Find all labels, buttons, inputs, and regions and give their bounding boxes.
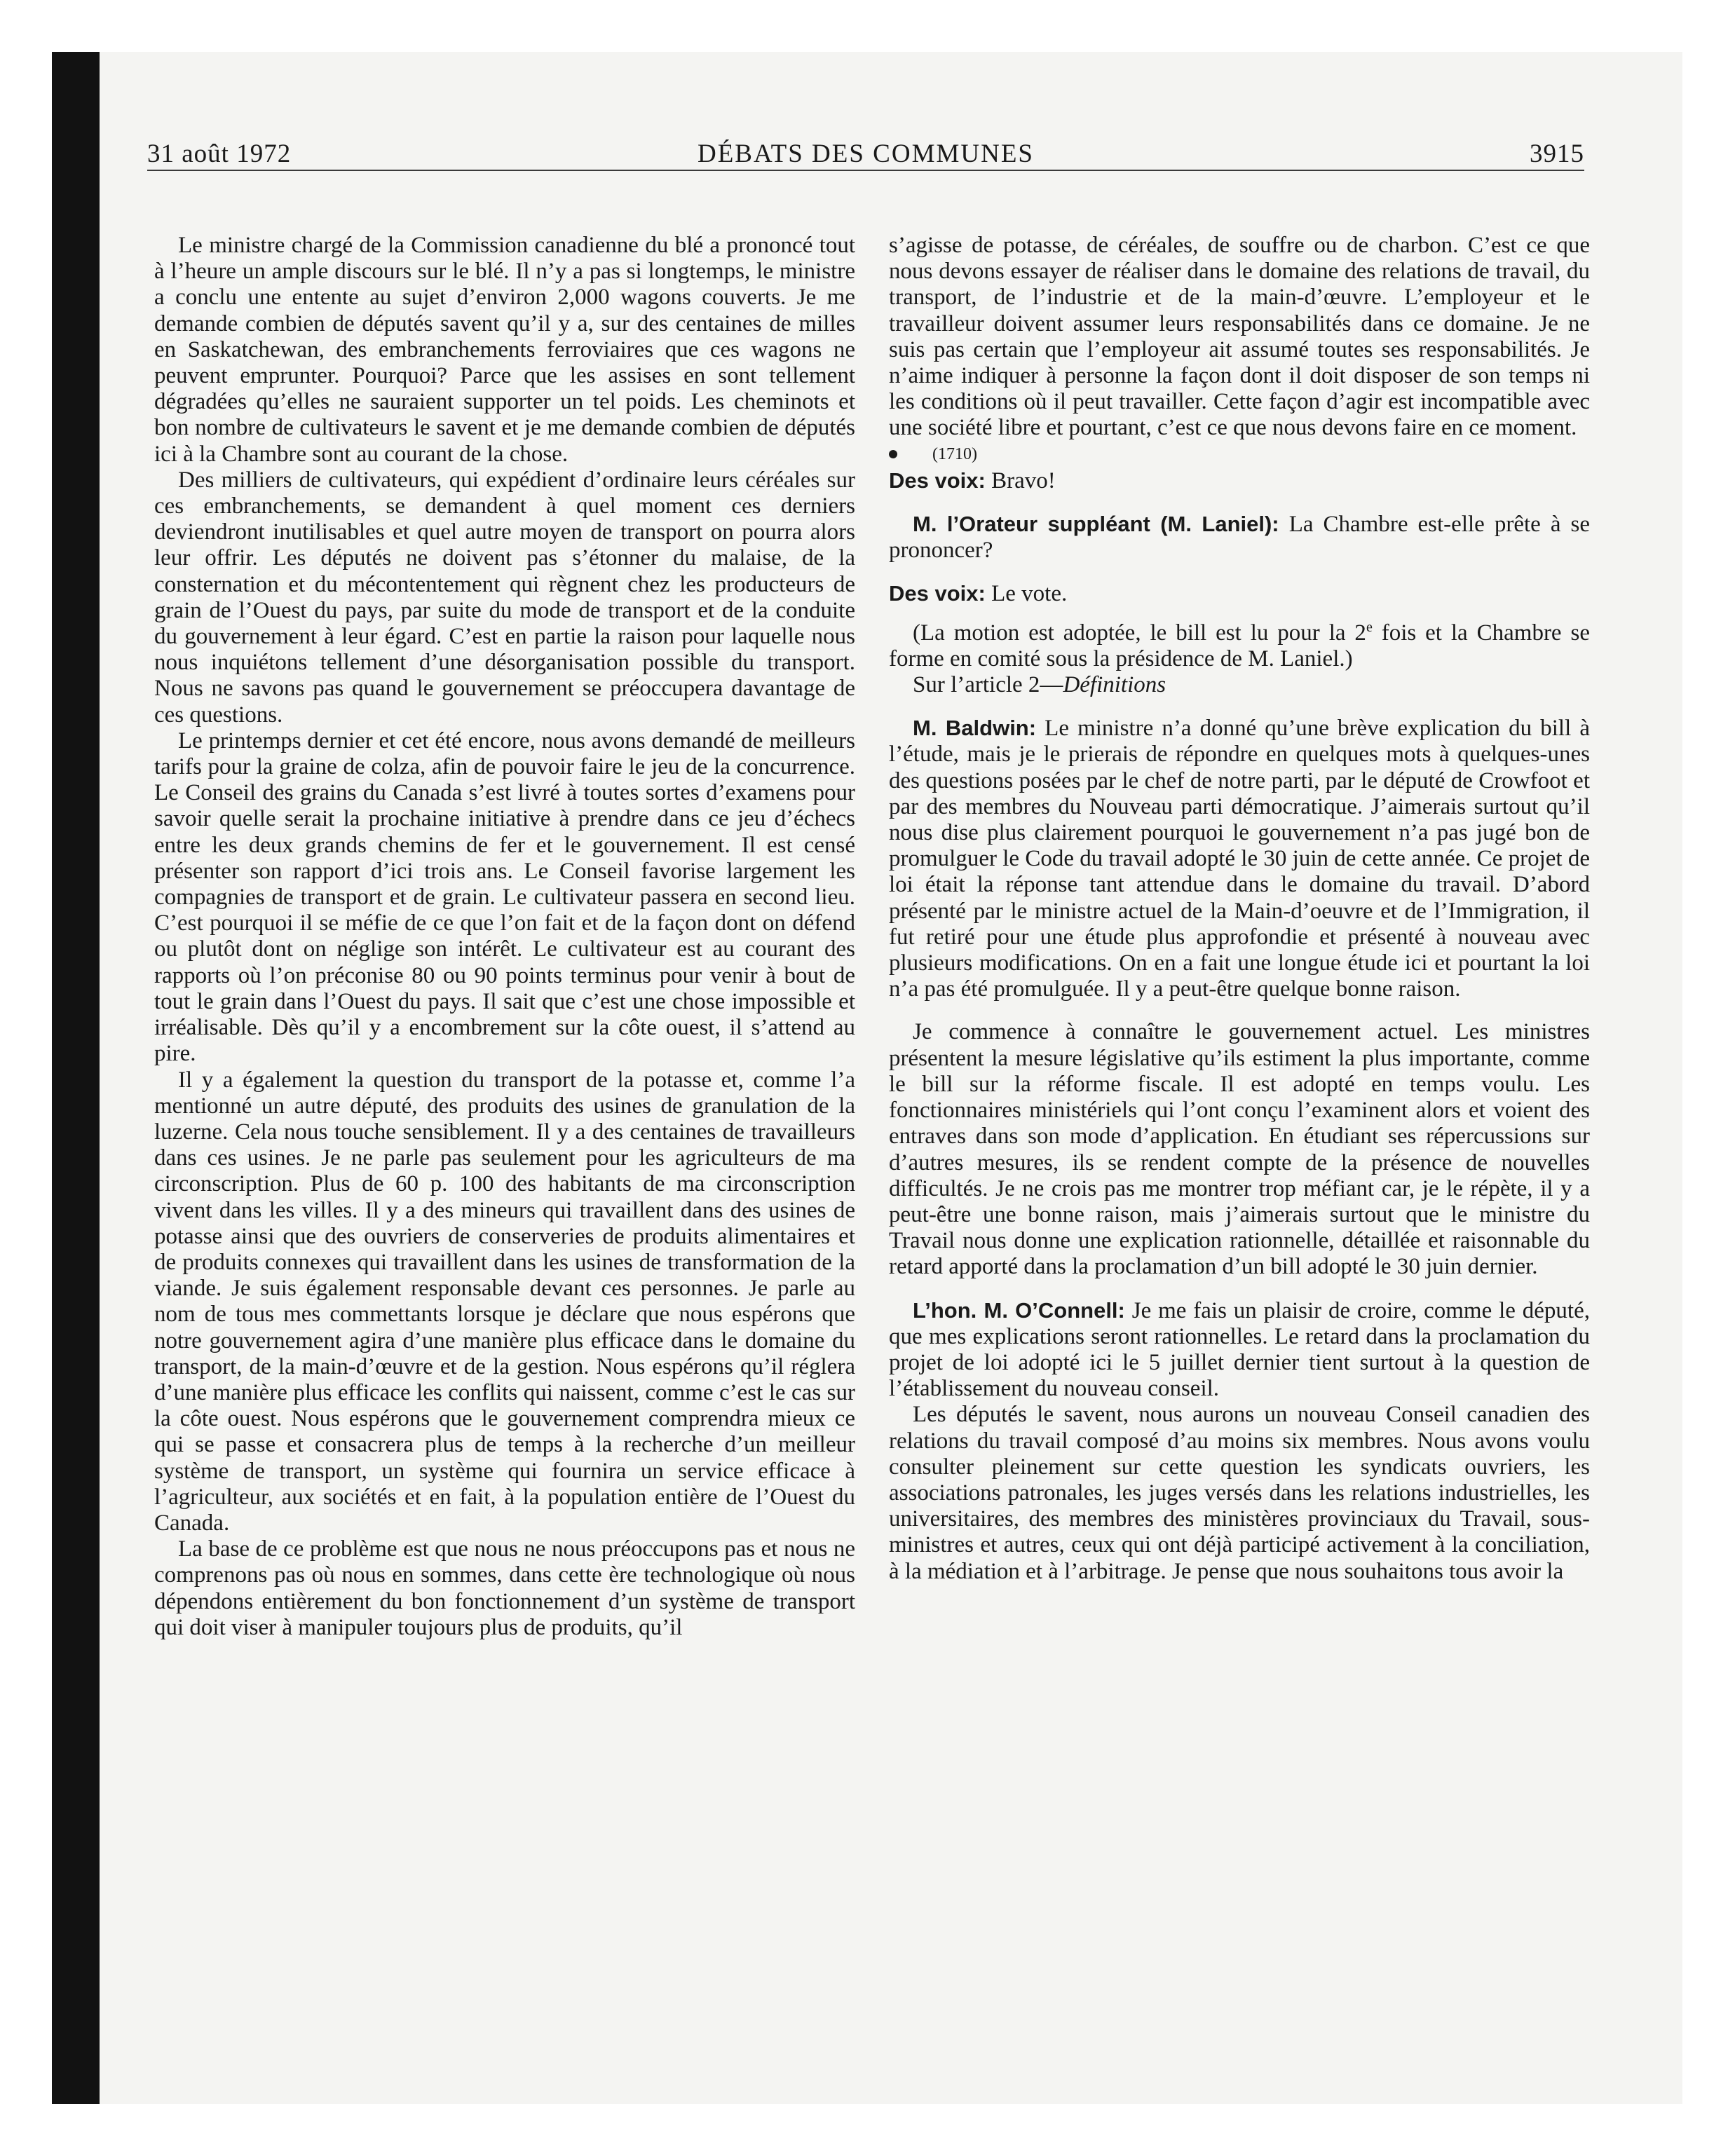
speaker-name: Des voix: (889, 581, 986, 606)
header-date: 31 août 1972 (147, 139, 292, 168)
speech-text: Bravo! (991, 468, 1056, 493)
speech (889, 715, 1590, 1002)
speaker-name: L’hon. M. O’Connell: (913, 1297, 1125, 1323)
paragraph: Des milliers de cultivateurs, qui expédient d’ordinaire leurs céréales sur ces embranchements, se demandent à quel moment ces derniers deviendront inutilisables et quel autre moyen de transport on pourra alors leur offrir. Les députés ne doivent pas s’étonner du malaise, de la consternation et du mécontentement qui règnent chez les producteurs de grain de l’Ouest du pays, par suite du mode de transport et de la conduite du gouvernement à leur égard. C’est en partie la raison pour laquelle nous nous inquiétons tellement d’une désorganisation possible du transport. Nous ne savons pas quand le gouvernement se préoccupera davantage de ces questions. (154, 467, 855, 728)
ordinal-superscript: e (1366, 619, 1373, 635)
bullet-icon (889, 450, 897, 458)
paragraph: Le printemps dernier et cet été encore, nous avons demandé de meilleurs tarifs pour la graine de colza, afin de pouvoir faire le jeu de la concurrence. Le Conseil des grains du Canada s’est livré à toutes sortes d’examens pour savoir quelle serait la prochaine initiative à prendre dans ce jeu d’échecs entre les deux grands chemins de fer et le gouvernement. Il est censé présenter son rapport d’ici trois ans. Le Conseil favorise largement les compagnies de transport et de grain. Le cultivateur passera en second lieu. C’est pourquoi il se méfie de ce que l’on fait et de la façon dont on défend ou plutôt dont on néglige son intérêt. Le cultivateur est au courant des rapports où l’on préconise 80 ou 90 points terminus pour venir à bout de tout le grain dans l’Ouest du pays. Il sait que c’est une chose impossible et irréalisable. Dès qu’il y a encombrement sur la côte ouest, il s’attend au pire. (154, 728, 855, 1067)
left-column (154, 233, 855, 2083)
header-title: DÉBATS DES COMMUNES (697, 139, 1034, 168)
speech-text: Le vote. (991, 581, 1068, 607)
paragraph: Je commence à connaître le gouvernement actuel. Les ministres présentent la mesure législative qu’ils estiment la plus importante, comme le bill sur la réforme fiscale. Il est adopté en temps voulu. Les fonctionnaires ministériels qui l’ont conçu l’examinent alors et voient des entraves dans son mode d’application. En étudiant ses répercussions sur d’autres mesures, ils se rendent compte de la présence de nouvelles difficultés. Je ne crois pas me montrer trop méfiant car, je le répète, il y a peut-être une bonne raison, mais j’aimerais surtout que le ministre du Travail nous donne une explication rationnelle, détaillée et raisonnable du retard apporté dans la proclamation d’un bill adopté le 30 juin dernier. (889, 1019, 1590, 1280)
paragraph: Il y a également la question du transport de la potasse et, comme l’a mentionné un autre député, des produits des usines de granulation de la luzerne. Cela nous touche sensiblement. Il y a des centaines de travailleurs dans ces usines. Je ne parle pas seulement pour les agriculteurs de ma circonscription. Plus de 60 p. 100 des habitants de ma circonscription vivent dans les villes. Il y a des mineurs qui travaillent dans des usines de potasse ainsi que des ouvriers de conserveries de produits alimentaires et de produits connexes qui travaillent dans les usines de transformation de la viande. Je suis également responsable devant ces personnes. Je parle au nom de tous mes commettants lorsque je déclare que nous espérons que notre gouvernement agira d’une manière plus efficace dans le domaine du transport, de la main-d’œuvre et de la gestion. Nous espérons qu’il réglera d’une manière plus efficace les conflits qui naissent, comme c’est le cas sur la côte ouest. Nous espérons que le gouvernement comprendra mieux ce qui se passe et consacrera plus de temps à la recherche d’un meilleur système de transport, un système qui fournira un service efficace à l’agriculteur, aux sociétés et en fait, à la population entière de l’Ouest du Canada. (154, 1067, 855, 1536)
paragraph: Les députés le savent, nous aurons un nouveau Conseil canadien des relations du travail composé d’au moins six membres. Nous avons voulu consulter pleinement sur cette question les syndicats ouvriers, les associations patronales, les juges versés dans les relations industrielles, les universitaires, des membres des ministères provinciaux du Travail, sous-ministres et autres, ceux qui ont déjà participé activement à la conciliation, à la médiation et à l’arbitrage. Je pense que nous souhaitons tous avoir la (889, 1402, 1590, 1584)
speech (889, 468, 1590, 494)
timestamp-marker (889, 442, 1590, 468)
speaker-name: Des voix: (889, 468, 986, 493)
header-rule (147, 170, 1584, 171)
speech-text: Je me fais un plaisir de croire, comme le député, que mes explications seront rationnelles. Le retard dans la proclamation du projet de loi adopté ici le 5 juillet dernier tient surtout à la question de l’établissement du nouveau conseil. (889, 1297, 1590, 1402)
speech (889, 1297, 1590, 1403)
speaker-name: M. Baldwin: (913, 716, 1037, 741)
binding-edge (52, 52, 100, 2104)
procedural-note: (La motion est adoptée, le bill est lu pour la 2e fois et la Chambre se forme en comité sous la présidence de M. Laniel.) (889, 619, 1590, 671)
running-header (147, 137, 1584, 171)
paragraph: Le ministre chargé de la Commission canadienne du blé a prononcé tout à l’heure un ample discours sur le blé. Il n’y a pas si longtemps, le ministre a conclu une entente au sujet d’environ 2,000 wagons couverts. Je me demande combien de députés savent qu’il y a, sur des centaines de milles en Saskatchewan, des embranchements ferroviaires que ces wagons ne peuvent emprunter. Pourquoi? Parce que les assises en sont tellement dégradées qu’elles ne sauraient supporter un tel poids. Les cheminots et bon nombre de cultivateurs le savent et je me demande combien de députés ici à la Chambre sont au courant de la chose. (154, 233, 855, 467)
speech (889, 511, 1590, 564)
article-title: Définitions (1063, 672, 1166, 698)
speech-text: Le ministre n’a donné qu’une brève explication du bill à l’étude, mais je le prierais de répondre en quelques mots à quelques-unes des questions posées par le chef de notre parti, par le député de Crowfoot et par des membres du Nouveau parti démocratique. J’aimerais surtout qu’il nous dise plus clairement pourquoi le gouvernement n’a pas jugé bon de promulguer le Code du travail adopté le 30 juin de cette année. Ce projet de loi était la réponse tant attendue dans le domaine du travail. D’abord présenté par le ministre actuel de la Main-d’oeuvre et de l’Immigration, il fut retiré pour une étude plus approfondie et présenté à nouveau avec plusieurs modifications. On en a fait une longue étude ici et pourtant la loi n’a pas été promulguée. Il y a peut-être quelque bonne raison. (889, 716, 1590, 1002)
timestamp: (1710) (932, 444, 977, 463)
speech (889, 580, 1590, 607)
paragraph: La base de ce problème est que nous ne nous préoccupons pas et nous ne comprenons pas où nous en sommes, dans cette ère technologique où nous dépendons entièrement du bon fonctionnement d’un système de transport qui doit viser à manipuler toujours plus de produits, qu’il (154, 1536, 855, 1640)
right-column (889, 233, 1590, 2083)
speech-text: La Chambre est-elle prête à se prononcer? (889, 512, 1590, 564)
article-heading: Sur l’article 2—Définitions (913, 672, 1166, 698)
page-number: 3915 (1530, 139, 1584, 168)
speaker-name: M. l’Orateur suppléant (M. Laniel): (913, 512, 1279, 537)
paragraph: s’agisse de potasse, de céréales, de souffre ou de charbon. C’est ce que nous devons essayer de réaliser dans le domaine des relations de travail, du transport, de l’industrie et de la main-d’œuvre. L’employeur et le travailleur doivent assumer leurs responsabilités dans ce domaine. Je ne suis pas certain que l’employeur ait assumé toutes ses responsabilités. Je n’aime indiquer à personne la façon dont il doit disposer de son temps ni les conditions où il peut travailler. Cette façon d’agir est incompatible avec une société libre et pourtant, c’est ce que nous devons faire en ce moment. (889, 233, 1590, 441)
